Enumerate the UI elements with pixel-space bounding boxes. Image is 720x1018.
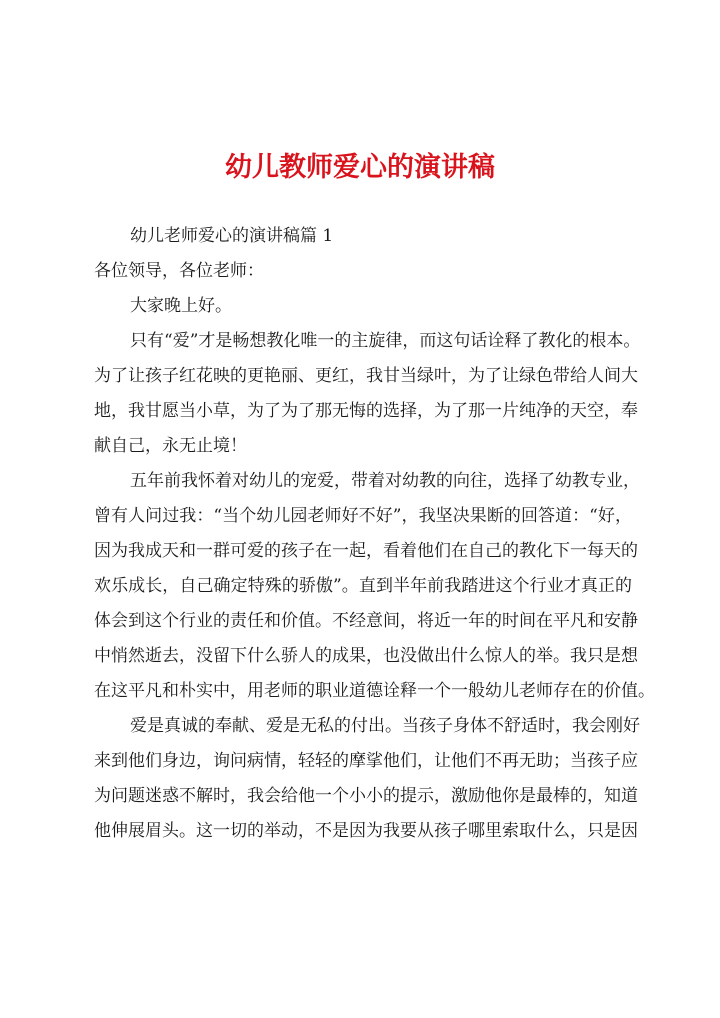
text-line: 幼儿老师爱心的演讲稿篇 1	[130, 226, 334, 246]
text-line: 各位领导，各位老师：	[94, 261, 264, 281]
text-line: 体会到这个行业的责任和价值。不经意间，将近一年的时间在平凡和安静	[94, 611, 638, 631]
text-line: 因为我成天和一群可爱的孩子在一起，看着他们在自己的教化下一每天的	[94, 541, 638, 561]
text-line: 在这平凡和朴实中，用老师的职业道德诠释一个一般幼儿老师存在的价值。	[94, 681, 655, 701]
text-line: 曾有人问过我：“当个幼儿园老师好不好”，我坚决果断的回答道：“好，	[94, 506, 632, 526]
text-line: 只有“爱”才是畅想教化唯一的主旋律，而这句话诠释了教化的根本。	[130, 331, 641, 351]
text-line: 来到他们身边，询问病情，轻轻的摩挲他们，让他们不再无助；当孩子应	[94, 751, 638, 771]
document-title: 幼儿教师爱心的演讲稿	[225, 152, 495, 183]
text-line: 献自己，永无止境！	[94, 436, 247, 456]
text-line: 五年前我怀着对幼儿的宠爱，带着对幼教的向往，选择了幼教专业，	[130, 471, 640, 491]
text-line: 为问题迷惑不解时，我会给他一个小小的提示，激励他你是最棒的，知道	[94, 786, 638, 806]
text-line: 大家晚上好。	[130, 296, 232, 316]
text-line: 爱是真诚的奉献、爱是无私的付出。当孩子身体不舒适时，我会刚好	[130, 716, 640, 736]
document-body	[94, 219, 655, 849]
text-line: 他伸展眉头。这一切的举动，不是因为我要从孩子哪里索取什么，只是因	[94, 821, 638, 841]
text-line: 地，我甘愿当小草，为了为了那无悔的选择，为了那一片纯净的天空，奉	[94, 401, 638, 421]
text-line: 中悄然逝去，没留下什么骄人的成果，也没做出什么惊人的举。我只是想	[94, 646, 638, 666]
text-line: 欢乐成长，自己确定特殊的骄傲”。直到半年前我踏进这个行业才真正的	[94, 576, 632, 596]
text-line: 为了让孩子红花映的更艳丽、更红，我甘当绿叶，为了让绿色带给人间大	[94, 366, 638, 386]
